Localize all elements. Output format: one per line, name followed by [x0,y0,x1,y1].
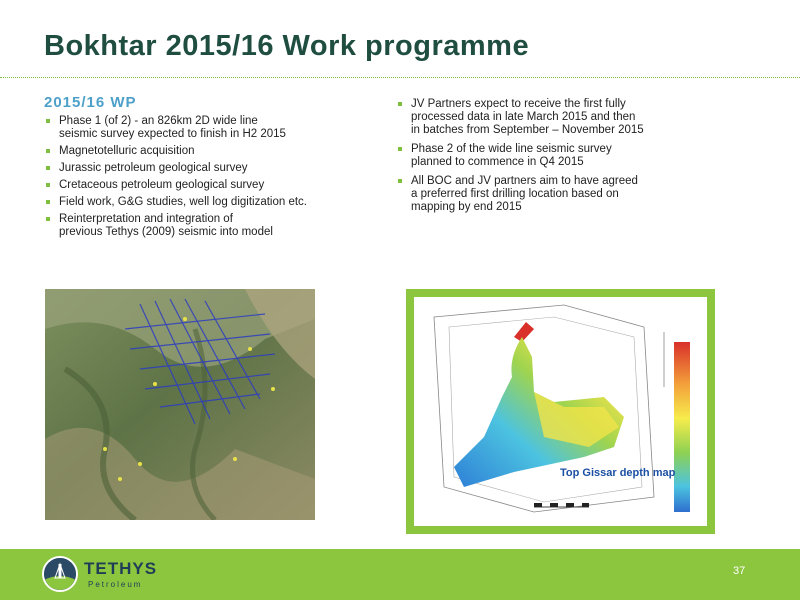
title-divider [0,77,800,78]
right-bullet: Phase 2 of the wide line seismic survey planned to commence in Q4 2015 [396,143,726,169]
page-number: 37 [733,565,746,577]
right-bullet: JV Partners expect to receive the first fully processed data in late March 2015 and then in batches from September – November 2015 [396,98,726,137]
wp-heading: 2015/16 WP [44,94,137,111]
satellite-seismic-map [45,289,315,520]
left-bullet: Field work, G&G studies, well log digitization etc. [44,196,374,209]
left-bullet: Magnetotelluric acquisition [44,145,374,158]
right-bullet-list [396,98,726,214]
logo-subtitle: Petroleum [88,580,143,589]
left-bullet-list [44,115,374,239]
slide-title: Bokhtar 2015/16 Work programme [44,30,530,62]
depth-map-label: Top Gissar depth map [560,467,676,479]
logo-wordmark: TETHYS [84,559,158,578]
tethys-logo-icon [42,556,78,592]
left-bullet: Jurassic petroleum geological survey [44,162,374,175]
right-bullet: All BOC and JV partners aim to have agreed a preferred first drilling location based on mapping by end 2015 [396,175,726,214]
left-column [44,96,374,243]
depth-map-panel [414,297,707,526]
left-bullet: Reinterpretation and integration of previous Tethys (2009) seismic into model [44,213,374,239]
left-bullet: Cretaceous petroleum geological survey [44,179,374,192]
logo-graphic [44,558,76,590]
depth-map-graphic [414,297,707,526]
right-column [396,98,726,220]
satellite-map-graphic [45,289,315,520]
left-bullet: Phase 1 (of 2) - an 826km 2D wide line seismic survey expected to finish in H2 2015 [44,115,374,141]
depth-map [406,289,715,534]
